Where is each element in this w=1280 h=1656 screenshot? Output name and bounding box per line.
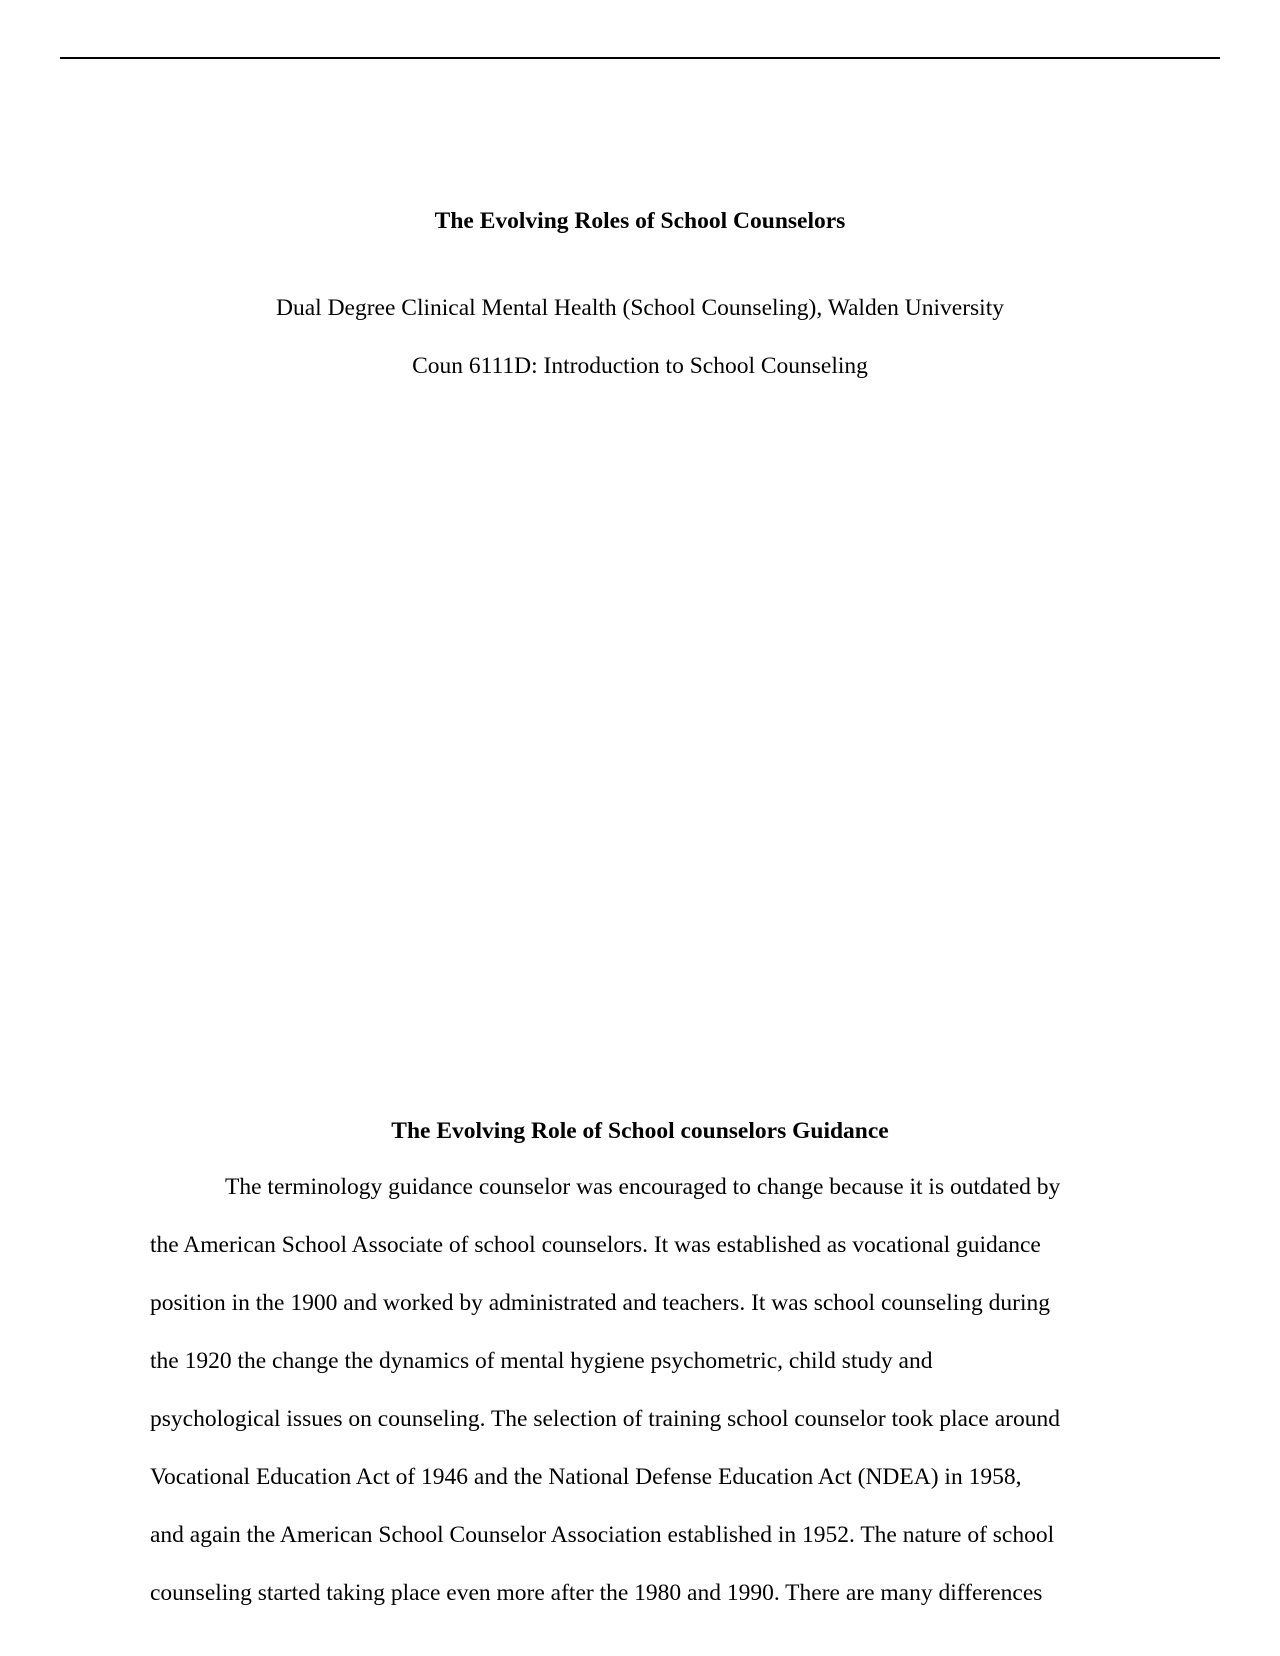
author-affiliation: Dual Degree Clinical Mental Health (School Counseling), Walden University <box>276 295 1004 321</box>
paragraph-line: the American School Associate of school counselors. It was established as vocational guidance <box>150 1232 1041 1258</box>
course-name: Coun 6111D: Introduction to School Counseling <box>412 353 868 379</box>
paragraph-line: Vocational Education Act of 1946 and the National Defense Education Act (NDEA) in 1958, <box>150 1464 1022 1490</box>
section-heading: The Evolving Role of School counselors Guidance <box>391 1118 889 1144</box>
paragraph-line: psychological issues on counseling. The selection of training school counselor took place around <box>150 1406 1060 1432</box>
paragraph-line: position in the 1900 and worked by administrated and teachers. It was school counseling during <box>150 1290 1050 1316</box>
paragraph-line: counseling started taking place even more after the 1980 and 1990. There are many differences <box>150 1580 1043 1606</box>
paragraph-line: the 1920 the change the dynamics of mental hygiene psychometric, child study and <box>150 1348 933 1374</box>
header-rule <box>60 57 1220 59</box>
body-paragraph <box>150 1158 1140 1622</box>
paragraph-line: and again the American School Counselor Association established in 1952. The nature of school <box>150 1522 1055 1548</box>
paragraph-line: The terminology guidance counselor was encouraged to change because it is outdated by <box>225 1174 1061 1200</box>
document-title: The Evolving Roles of School Counselors <box>434 208 846 234</box>
